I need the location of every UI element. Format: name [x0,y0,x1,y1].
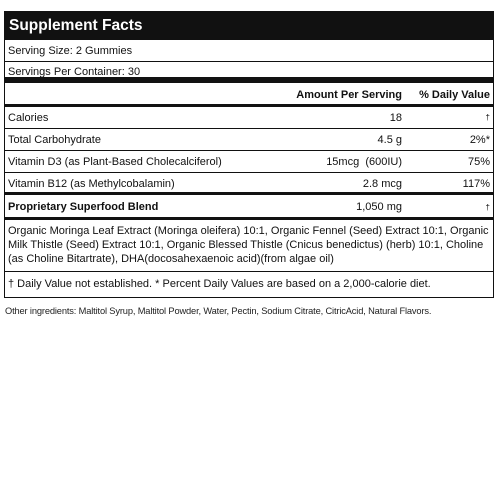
blend-dv: † [485,203,490,212]
servings-per-container: Servings Per Container: 30 [5,62,493,83]
nutrient-row-calories [5,107,493,129]
nutrient-row-vitamin-d3 [5,151,493,173]
nutrient-name: Vitamin B12 (as Methylcobalamin) [8,178,175,190]
panel-title: Supplement Facts [5,12,493,40]
nutrient-amount: 18 [389,112,402,124]
amount-column-header: Amount Per Serving [296,89,402,101]
daily-value-column-header: % Daily Value [419,89,490,101]
blend-name: Proprietary Superfood Blend [8,201,159,213]
other-ingredients: Other ingredients: Maltitol Syrup, Maltitol Powder, Water, Pectin, Sodium Citrate, CitricAcid, Natural Flavors. [5,306,432,316]
column-headers [5,83,493,107]
nutrient-dv: 117% [462,178,490,190]
nutrient-row-total-carbohydrate [5,129,493,151]
nutrient-name: Vitamin D3 (as Plant-Based Cholecalciferol) [8,156,222,168]
daily-value-footnote: † Daily Value not established. * Percent Daily Values are based on a 2,000-calorie diet. [8,278,431,290]
nutrient-amount: 4.5 g [377,134,402,146]
serving-size: Serving Size: 2 Gummies [5,40,493,62]
nutrient-dv: 2%* [469,134,490,146]
nutrient-name: Calories [8,112,49,124]
nutrient-amount: 2.8 mcg [362,178,402,190]
blend-amount: 1,050 mg [356,201,402,213]
nutrient-amount: 15mcg (600IU) [326,156,402,168]
nutrient-dv: 75% [467,156,490,168]
nutrient-name: Total Carbohydrate [8,134,101,146]
nutrient-dv: † [485,113,490,122]
blend-ingredients: Organic Moringa Leaf Extract (Moringa oleifera) 10:1, Organic Fennel (Seed) Extract 10:1, Organic Milk Thistle (Seed) Extract 10:1, Organic Blessed Thistle (Cnicus benedictus) (herb) 10:1, Choline (as Choline Bitartrate), DHA(docosahexaenoic acid)(from algae oil) [5,220,493,272]
proprietary-blend-row [5,195,493,220]
supplement-facts-panel [4,11,494,298]
nutrient-row-vitamin-b12 [5,173,493,195]
